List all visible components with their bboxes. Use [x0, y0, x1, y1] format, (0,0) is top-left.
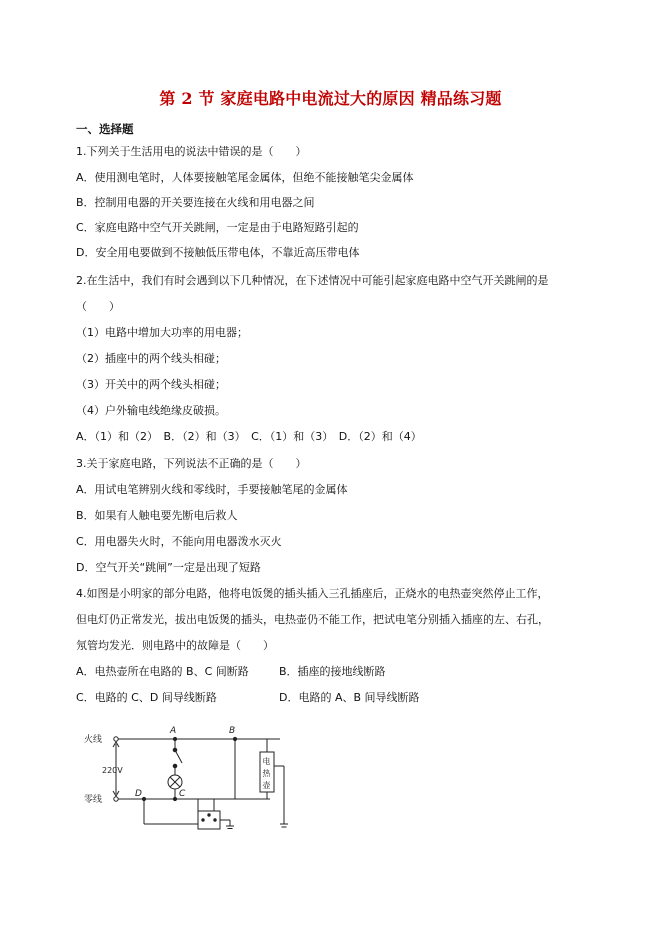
q1-option-c: C．家庭电路中空气开关跳闸，一定是由于电路短路引起的 — [76, 221, 359, 234]
q4-stem-line-2: 但电灯仍正常发光，拔出电饭煲的插头，电热壶仍不能工作，把试电笔分别插入插座的左、右孔， — [76, 613, 549, 626]
q3-option-d: D．空气开关“跳闸”一定是出现了短路 — [76, 561, 261, 574]
q3-stem: 3.关于家庭电路，下列说法不正确的是（ ） — [76, 457, 307, 470]
kettle-label-2: 热 — [262, 769, 271, 778]
q2-case-4: （4）户外输电线绝缘皮破损。 — [76, 404, 226, 417]
q4-option-c: C．电路的 C、D 间导线断路 — [76, 691, 217, 704]
q2-case-1: （1）电路中增加大功率的用电器； — [76, 326, 248, 339]
node-b — [233, 737, 236, 740]
node-c — [173, 797, 176, 800]
q2-case-2: （2）插座中的两个线头相碰； — [76, 352, 226, 365]
q1-stem: 1.下列关于生活用电的说法中错误的是（ ） — [76, 145, 307, 158]
switch-lever — [175, 750, 182, 763]
q4-option-a: A．电热壶所在电路的 B、C 间断路 — [76, 665, 249, 678]
q4-stem-line-3: 氖管均发光．则电路中的故障是（ ） — [76, 639, 274, 652]
q1-option-a: A．使用测电笔时，人体要接触笔尾金属体，但绝不能接触笔尖金属体 — [76, 171, 414, 184]
live-terminal — [114, 737, 118, 741]
switch-contact — [173, 764, 177, 768]
section-heading: 一、选择题 — [76, 122, 134, 136]
page-title: 第 2 节 家庭电路中电流过大的原因 精品练习题 — [159, 89, 502, 108]
voltage-label: 220V — [102, 766, 123, 775]
q4-stem-line-1: 4.如图是小明家的部分电路，他将电饭煲的插头插入三孔插座后，正烧水的电热壶突然停止工作， — [76, 587, 549, 600]
q2-stem: 2.在生活中，我们有时会遇到以下几种情况，在下述情况中可能引起家庭电路中空气开关跳闸的是 — [76, 274, 549, 287]
q3-option-a: A．用试电笔辨别火线和零线时，手要接触笔尾的金属体 — [76, 483, 348, 496]
q2-paren: （ ） — [76, 300, 120, 313]
neutral-label: 零线 — [84, 795, 103, 805]
q3-option-b: B．如果有人触电要先断电后救人 — [76, 509, 238, 522]
q1-option-b: B．控制用电器的开关要连接在火线和用电器之间 — [76, 196, 315, 209]
circuit-diagram — [80, 716, 300, 841]
q2-options: A．（1）和（2） B．（2）和（3） C．（1）和（3） D．（2）和（4） — [76, 430, 422, 443]
q4-option-b: B．插座的接地线断路 — [279, 665, 386, 678]
label-b: B — [229, 726, 236, 736]
live-label: 火线 — [84, 735, 103, 745]
q4-option-d: D．电路的 A、B 间导线断路 — [279, 691, 420, 704]
kettle-label-3: 壶 — [262, 781, 271, 790]
label-d: D — [135, 789, 142, 799]
label-a: A — [170, 726, 177, 736]
node-d — [142, 797, 145, 800]
label-c: C — [179, 789, 186, 799]
node-a — [173, 737, 176, 740]
kettle-label-1: 电 — [262, 757, 271, 766]
q2-case-3: （3）开关中的两个线头相碰； — [76, 378, 226, 391]
neutral-terminal — [114, 797, 118, 801]
q1-option-d: D．安全用电要做到不接触低压带电体，不靠近高压带电体 — [76, 246, 360, 259]
q3-option-c: C．用电器失火时，不能向用电器泼水灭火 — [76, 535, 282, 548]
